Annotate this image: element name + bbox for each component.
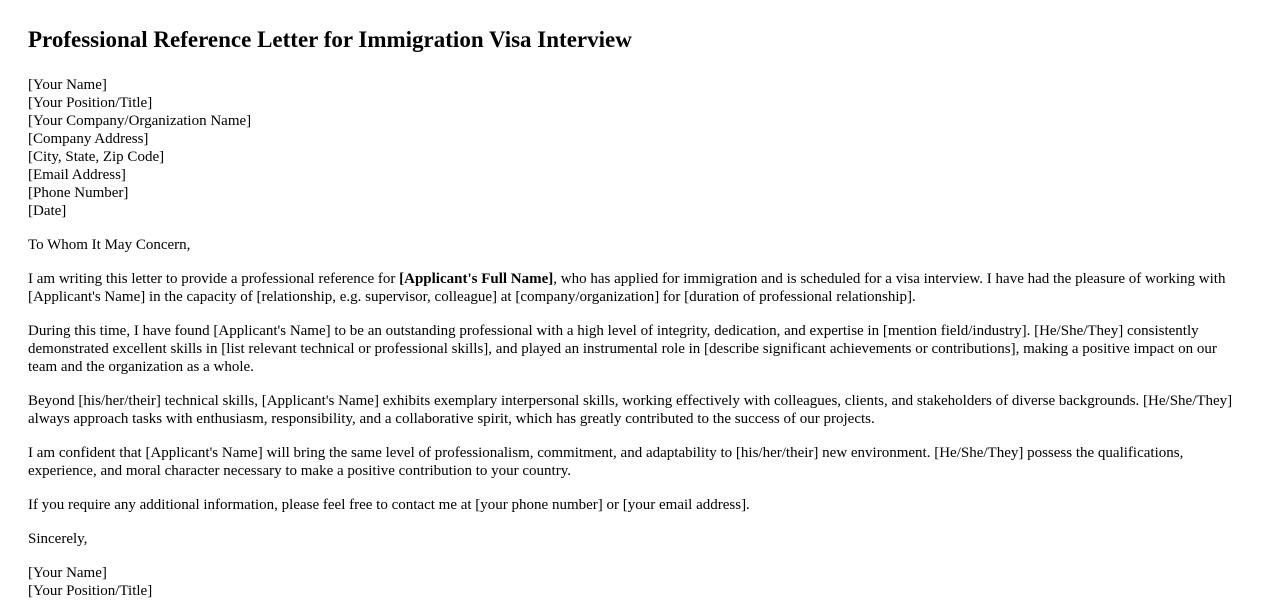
signature-block xyxy=(28,564,1238,600)
body-paragraph-1 xyxy=(28,270,1238,306)
sender-city-state-zip: [City, State, Zip Code] xyxy=(28,149,165,165)
letter-date: [Date] xyxy=(28,203,67,219)
letter-page xyxy=(28,26,1238,600)
salutation: To Whom It May Concern, xyxy=(28,237,191,253)
body-paragraph-2: During this time, I have found [Applicant's Name] to be an outstanding professional with a high level of integrity, dedication, and expertise in [mention field/industry]. [He/She/They] consistently demonstrated excellent skills in [list relevant technical or professional skills], and played an instrumental role in [describe significant achievements or contributions], making a positive impact on our team and the organization as a whole. xyxy=(28,323,1217,375)
sender-position: [Your Position/Title] xyxy=(28,95,153,111)
letter-title: Professional Reference Letter for Immigration Visa Interview xyxy=(28,27,632,52)
body-paragraph-4: I am confident that [Applicant's Name] will bring the same level of professionalism, commitment, and adaptability to [his/her/their] new environment. [He/She/They] possess the qualifications, experience, and moral character necessary to make a positive contribution to your country. xyxy=(28,445,1184,479)
sender-address-block xyxy=(28,76,1238,220)
sender-email: [Email Address] xyxy=(28,167,126,183)
signature-position: [Your Position/Title] xyxy=(28,583,153,599)
sender-company: [Your Company/Organization Name] xyxy=(28,113,252,129)
sender-company-address: [Company Address] xyxy=(28,131,149,147)
paragraph-1-rest: , who has applied for immigration and is scheduled for a visa interview. I have had the pleasure of working with [Applicant's Name] in the capacity of [relationship, e.g. supervisor, colleague] at [company/organization] for [duration of professional relationship]. xyxy=(28,271,1226,305)
paragraph-1-intro: I am writing this letter to provide a professional reference for xyxy=(28,271,400,287)
sender-name: [Your Name] xyxy=(28,77,107,93)
applicant-full-name: [Applicant's Full Name] xyxy=(399,271,554,287)
closing: Sincerely, xyxy=(28,531,88,547)
signature-name: [Your Name] xyxy=(28,565,107,581)
body-paragraph-5: If you require any additional information, please feel free to contact me at [your phone number] or [your email address]. xyxy=(28,497,750,513)
body-paragraph-3: Beyond [his/her/their] technical skills, [Applicant's Name] exhibits exemplary interpersonal skills, working effectively with colleagues, clients, and stakeholders of diverse backgrounds. [He/She/They] always approach tasks with enthusiasm, responsibility, and a collaborative spirit, which has greatly contributed to the success of our projects. xyxy=(28,393,1233,427)
sender-phone: [Phone Number] xyxy=(28,185,129,201)
